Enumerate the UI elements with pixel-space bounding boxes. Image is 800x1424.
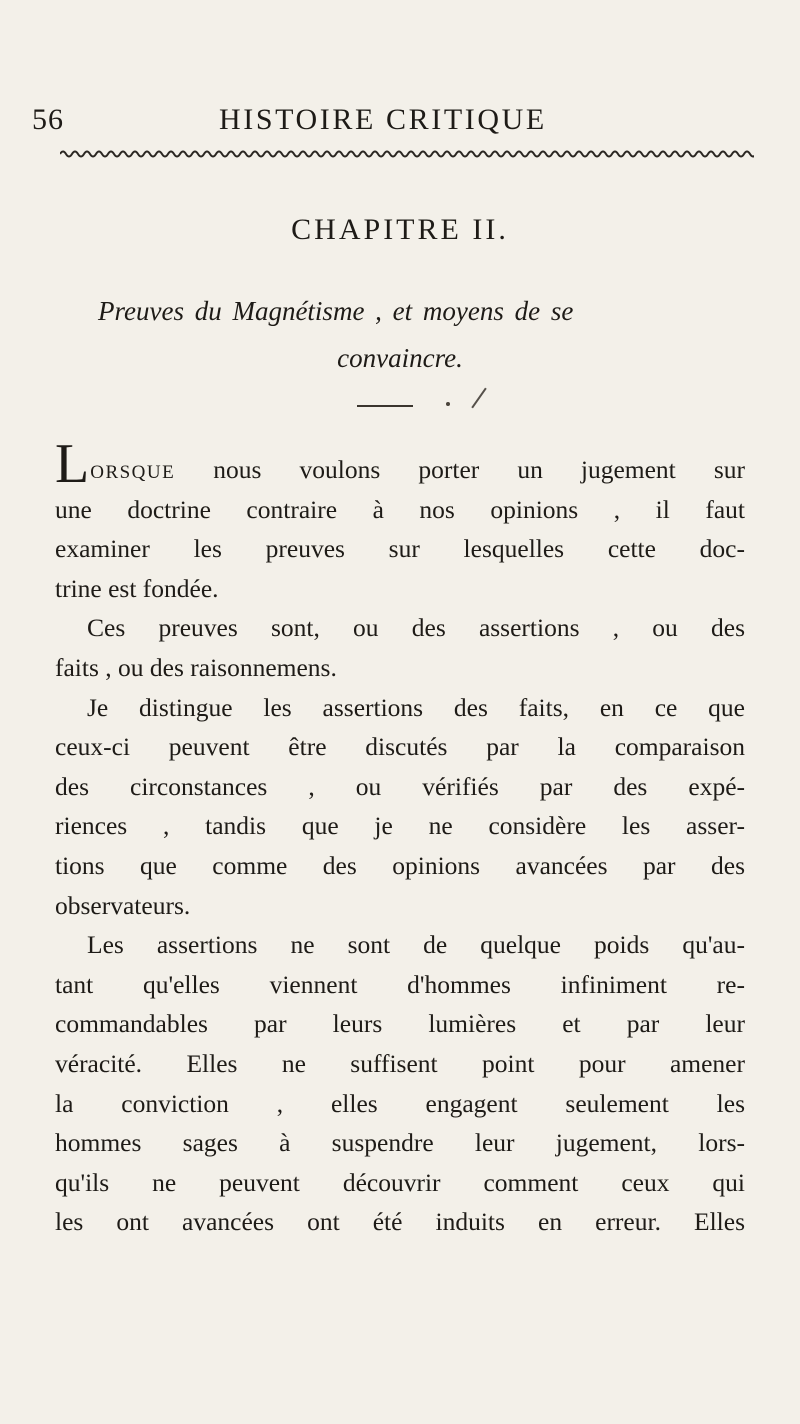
running-head bbox=[0, 103, 800, 143]
text-line: la conviction , elles engagent seulement les bbox=[55, 1088, 745, 1118]
text-line: tant qu'elles viennent d'hommes infiniment re- bbox=[55, 969, 745, 999]
text-line: examiner les preuves sur lesquelles cette doc- bbox=[55, 534, 745, 564]
text-line: faits , ou des raisonnemens. bbox=[55, 652, 337, 682]
text-line: observateurs. bbox=[55, 890, 191, 920]
chapter-subtitle-line-2: convaincre. bbox=[337, 343, 463, 373]
divider-mark bbox=[471, 388, 486, 409]
divider-dot bbox=[446, 402, 450, 406]
text-line bbox=[55, 433, 745, 495]
text-line: des circonstances , ou vérifiés par des expé- bbox=[55, 771, 745, 801]
text-line: hommes sages à suspendre leur jugement, lors- bbox=[55, 1128, 745, 1158]
text-line: tions que comme des opinions avancées par des bbox=[55, 850, 745, 880]
small-caps-word: ORSQUE bbox=[90, 462, 176, 483]
text-line: commandables par leurs lumières et par leur bbox=[55, 1009, 745, 1039]
chapter-subtitle-line-1: Preuves du Magnétisme , et moyens de se bbox=[98, 296, 574, 326]
text-line: Les assertions ne sont de quelque poids qu'au- bbox=[87, 930, 745, 960]
text-line: riences , tandis que je ne considère les asser- bbox=[55, 811, 745, 841]
chapter-heading: CHAPITRE II. bbox=[291, 213, 509, 246]
text-line: les ont avancées ont été induits en erreur. Elles bbox=[55, 1207, 745, 1237]
page-number: 56 bbox=[32, 103, 64, 136]
text-line: ceux-ci peuvent être discutés par la comparaison bbox=[55, 732, 745, 762]
drop-cap: L bbox=[55, 433, 90, 495]
text-line: Ces preuves sont, ou des assertions , ou des bbox=[87, 613, 745, 643]
text-line-rest: nous voulons porter un jugement sur bbox=[175, 455, 745, 484]
text-line: qu'ils ne peuvent découvrir comment ceux qui bbox=[55, 1167, 745, 1197]
running-title: HISTOIRE CRITIQUE bbox=[219, 103, 547, 136]
section-divider-rule bbox=[357, 405, 413, 407]
body-text bbox=[55, 433, 745, 1242]
text-line: une doctrine contraire à nos opinions , il faut bbox=[55, 494, 745, 524]
ornamental-wavy-rule bbox=[60, 148, 754, 160]
text-line: Je distingue les assertions des faits, en ce que bbox=[87, 692, 745, 722]
text-line: trine est fondée. bbox=[55, 573, 219, 603]
text-line: véracité. Elles ne suffisent point pour amener bbox=[55, 1048, 745, 1078]
